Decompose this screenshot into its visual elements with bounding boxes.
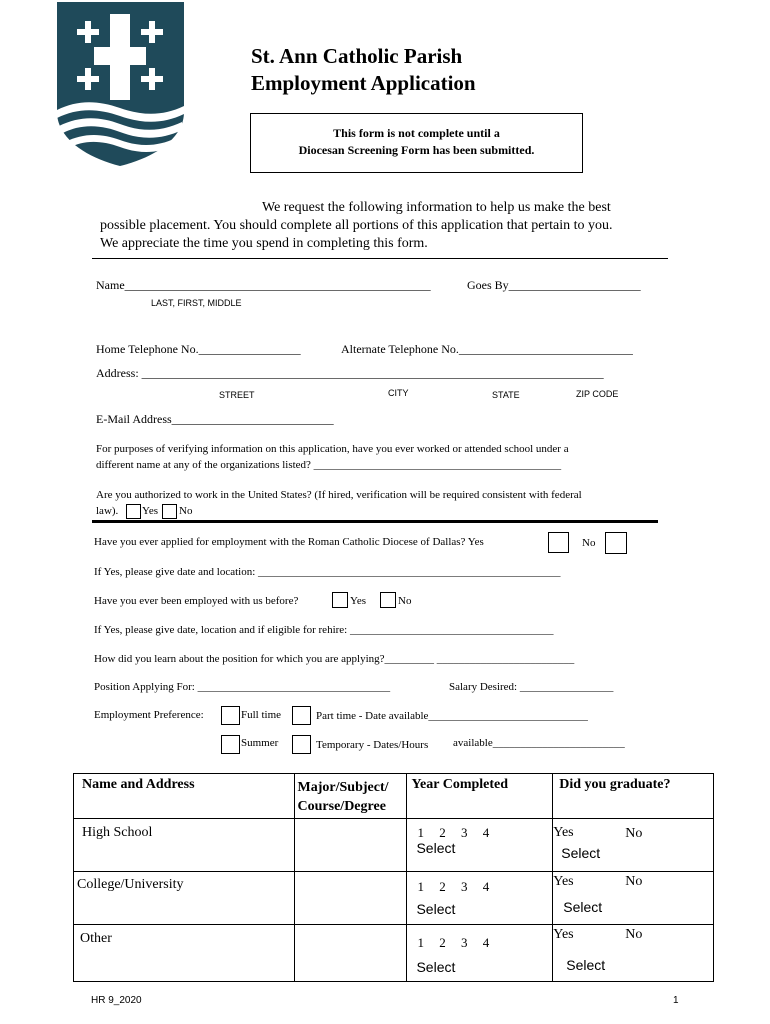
alternate-phone-field[interactable]: Alternate Telephone No._____________________________ [341,342,633,356]
graduate-select[interactable]: Select [563,899,603,915]
intro-line-1: We request the following information to help us make the best [262,200,611,215]
employed-before-yes-label: Yes [350,595,367,607]
full-time-checkbox[interactable] [221,706,240,725]
section-divider [92,520,658,523]
intro-line-2: possible placement. You should complete all portions of this application that pertain to you. [100,218,613,233]
salary-desired-field[interactable]: Salary Desired: _________________ [449,681,614,693]
intro-line-3: We appreciate the time you spend in completing this form. [100,236,428,251]
page-number: 1 [673,995,679,1006]
divider [92,258,668,259]
employment-preference-label: Employment Preference: [94,709,204,721]
applied-diocese-no-checkbox[interactable] [605,532,627,554]
summer-checkbox[interactable] [221,735,240,754]
name-field[interactable]: Name___________________________________________________ [96,278,431,292]
notice-line-1: This form is not complete until a [333,126,500,140]
temporary-label: Temporary - Dates/Hours [316,739,429,751]
summer-label: Summer [241,737,279,749]
temporary-available-field[interactable]: available________________________ [453,737,625,749]
applied-diocese-yes-checkbox[interactable] [548,532,569,553]
authorized-no-label: No [179,505,193,517]
header-major: Major/Subject/ Course/Degree [294,774,407,819]
zip-hint: ZIP CODE [576,389,619,399]
year-options[interactable]: 1 2 3 4 [417,879,490,894]
other-name-question-line-2[interactable]: different name at any of the organizations listed? _____________________________________________ [96,459,562,471]
form-title: Employment Application [251,71,476,95]
authorized-question-line-2: law). [96,505,119,517]
goes-by-field[interactable]: Goes By______________________ [467,278,641,292]
authorized-no-checkbox[interactable] [162,504,177,519]
authorized-yes-checkbox[interactable] [126,504,141,519]
header-year-completed: Year Completed [407,774,553,819]
applied-diocese-question: Have you ever applied for employment with the Roman Catholic Diocese of Dallas? Yes [94,536,484,548]
table-row [74,925,714,982]
full-time-label: Full time [241,709,282,721]
year-select[interactable]: Select [416,901,456,917]
authorized-yes-label: Yes [142,505,159,517]
temporary-checkbox[interactable] [292,735,311,754]
notice-line-2: Diocesan Screening Form has been submitted. [298,143,535,157]
employed-before-no-checkbox[interactable] [380,592,396,608]
table-row [74,872,714,925]
authorized-question-line-1: Are you authorized to work in the United States? (If hired, verification will be required consistent with federal [96,489,582,501]
graduate-select[interactable]: Select [566,957,606,973]
graduate-select[interactable]: Select [561,845,601,861]
employed-details-field[interactable]: If Yes, please give date, location and if eligible for rehire: _____________________________________ [94,624,554,636]
row-name-other: Other [80,931,112,946]
education-table [73,773,714,982]
graduate-yes[interactable]: Yes [553,927,574,942]
graduate-no[interactable]: No [625,927,643,942]
notice-box [250,113,583,173]
header-name-address: Name and Address [74,774,295,819]
employed-before-no-label: No [398,595,412,607]
major-input[interactable] [295,819,407,871]
education-header-row [74,774,714,819]
part-time-checkbox[interactable] [292,706,311,725]
employed-before-yes-checkbox[interactable] [332,592,348,608]
year-options[interactable]: 1 2 3 4 [417,825,490,840]
year-select[interactable]: Select [416,959,456,975]
graduate-yes[interactable]: Yes [553,874,574,889]
row-name-college: College/University [77,877,184,892]
applied-diocese-no-label: No [582,537,596,549]
address-field[interactable]: Address: _____________________________________________________________________________ [96,366,604,380]
position-applying-field[interactable]: Position Applying For: ___________________________________ [94,681,391,693]
graduate-no[interactable]: No [625,874,643,889]
parish-logo [57,2,184,166]
header-did-you-graduate: Did you graduate? [553,774,714,819]
table-row: High School 1 2 3 4 Select Yes No Select [74,819,714,872]
row-name-high-school: High School [82,825,153,840]
city-hint: CITY [388,388,409,398]
home-phone-field[interactable]: Home Telephone No._________________ [96,342,301,356]
other-name-question-line-1: For purposes of verifying information on this application, have you ever worked or attended school under a [96,443,569,455]
learned-position-field[interactable]: How did you learn about the position for which you are applying?_________ _________________________ [94,653,575,665]
graduate-no[interactable]: No [625,826,643,841]
part-time-field[interactable]: Part time - Date available_____________________________ [316,710,588,722]
year-select[interactable]: Select [416,840,456,856]
state-hint: STATE [492,390,520,400]
email-field[interactable]: E-Mail Address___________________________ [96,412,334,426]
parish-name: St. Ann Catholic Parish [251,44,463,68]
form-code: HR 9_2020 [91,995,142,1006]
street-hint: STREET [219,390,255,400]
year-options[interactable]: 1 2 3 4 [417,935,490,950]
major-input[interactable] [295,925,407,981]
applied-diocese-details-field[interactable]: If Yes, please give date and location: _______________________________________________________ [94,566,561,578]
major-input[interactable] [295,872,407,924]
employed-before-question: Have you ever been employed with us before? [94,595,299,607]
name-hint: LAST, FIRST, MIDDLE [151,298,242,308]
